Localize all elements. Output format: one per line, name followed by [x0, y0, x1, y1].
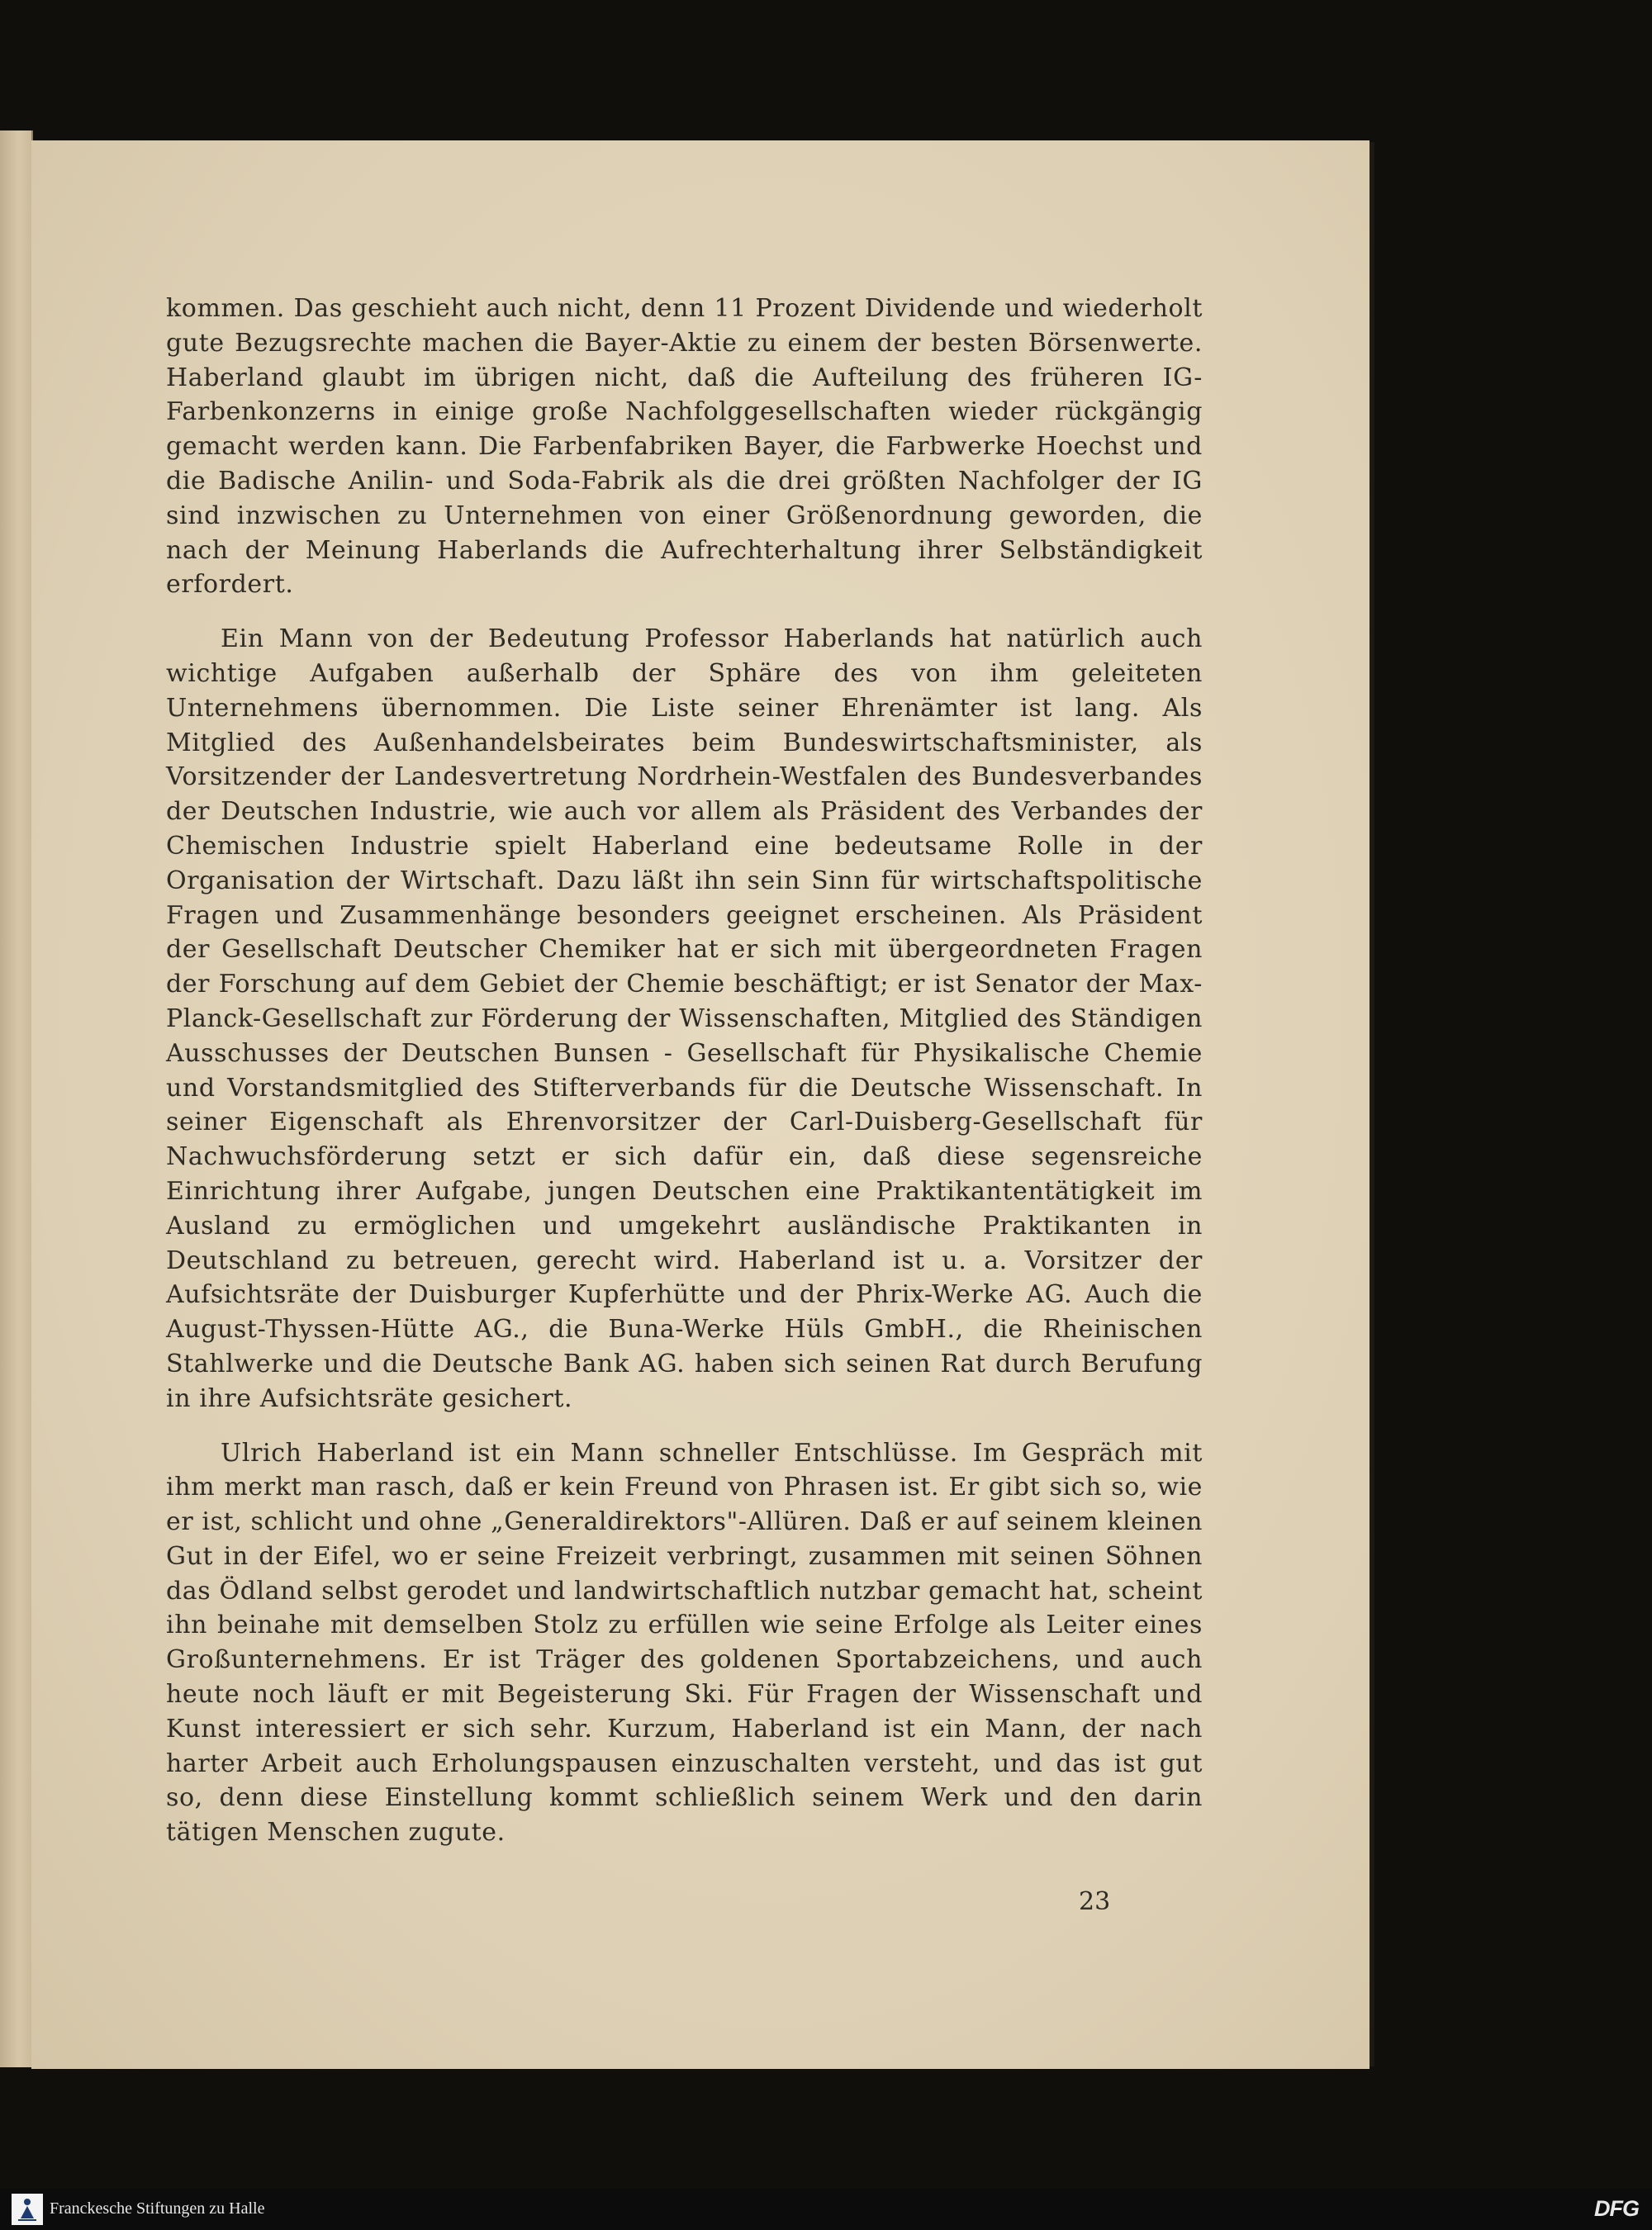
paragraph-3: Ulrich Haberland ist ein Mann schneller Entschlüsse. Im Gespräch mit ihm merkt man rasch, daß er kein Freund von Phrasen ist. Er gibt sich so, wie er ist, schlicht und ohne „Generaldirektors"-Allüren. Daß er auf seinem kleinen Gut in der Eifel, wo er seine Freizeit verbringt, zusammen mit seinen Söhnen das Ödland selbst gerodet und landwirtschaftlich nutzbar gemacht hat, scheint ihn beinahe mit demselben Stolz zu erfüllen wie seine Erfolge als Leiter eines Großunternehmens. Er ist Träger des goldenen Sportabzeichens, und auch heute noch läuft er mit Begeisterung Ski. Für Fragen der Wissenschaft und Kunst interessiert er sich sehr. Kurzum, Haberland ist ein Mann, der nach harter Arbeit auch Erholungspausen einzuschalten versteht, und das ist gut so, denn diese Einstellung kommt schließlich seinem Werk und den darin tätigen Menschen zugute.: [166, 1438, 1203, 1848]
paragraph-2: Ein Mann von der Bedeutung Professor Haberlands hat natürlich auch wichtige Aufgaben außerhalb der Sphäre des von ihm geleiteten Unternehmens übernommen. Die Liste seiner Ehrenämter ist lang. Als Mitglied des Außenhandelsbeirates beim Bundeswirtschaftsminister, als Vorsitzender der Landesvertretung Nordrhein-Westfalen des Bundesverbandes der Deutschen Industrie, wie auch vor allem als Präsident des Verbandes der Chemischen Industrie spielt Haberland eine bedeutsame Rolle in der Organisation der Wirtschaft. Dazu läßt ihn sein Sinn für wirtschaftspolitische Fragen und Zusammenhänge besonders geeignet erscheinen. Als Präsident der Gesellschaft Deutscher Chemiker hat er sich mit übergeordneten Fragen der Forschung auf dem Gebiet der Chemie beschäftigt; er ist Senator der Max-Planck-Gesellschaft zur Förderung der Wissenschaften, Mitglied des Ständigen Ausschusses der Deutschen Bunsen - Gesellschaft für Physikalische Chemie und Vorstandsmitglied des Stifterverbands für die Deutsche Wissenschaft. In seiner Eigenschaft als Ehrenvorsitzer der Carl-Duisberg-Gesellschaft für Nachwuchsförderung setzt er sich dafür ein, daß diese segensreiche Einrichtung ihrer Aufgabe, jungen Deutschen eine Praktikantentätigkeit im Ausland zu ermöglichen und umgekehrt ausländische Praktikanten in Deutschland zu betreuen, gerecht wird. Haberland ist u. a. Vorsitzer der Aufsichtsräte der Duisburger Kupferhütte und der Phrix-Werke AG. Auch die August-Thyssen-Hütte AG., die Buna-Werke Hüls GmbH., die Rheinischen Stahlwerke und die Deutsche Bank AG. haben sich seinen Rat durch Berufung in ihre Aufsichtsräte gesichert.: [166, 624, 1203, 1413]
body-text: [166, 292, 1203, 1850]
footer-bar: [0, 2189, 1652, 2230]
institution-logo-icon: [12, 2194, 43, 2225]
dfg-logo: DFG: [1594, 2196, 1639, 2221]
page-number: 23: [1079, 1887, 1111, 1916]
paragraph-1: kommen. Das geschieht auch nicht, denn 11 Prozent Dividende und wiederholt gute Bezugsrechte machen die Bayer-Aktie zu einem der besten Börsenwerte. Haberland glaubt im übrigen nicht, daß die Aufteilung des früheren IG-Farbenkonzerns in einige große Nachfolggesellschaften wieder rückgängig gemacht werden kann. Die Farbenfabriken Bayer, die Farbwerke Hoechst und die Badische Anilin- und Soda-Fabrik als die drei größten Nachfolger der IG sind inzwischen zu Unternehmen von einer Größenordnung geworden, die nach der Meinung Haberlands die Aufrechterhaltung ihrer Selbständigkeit erfordert.: [166, 294, 1203, 600]
book-page: [31, 140, 1370, 2069]
left-page-edge: [0, 130, 33, 2067]
institution-name: Franckesche Stiftungen zu Halle: [50, 2199, 265, 2218]
